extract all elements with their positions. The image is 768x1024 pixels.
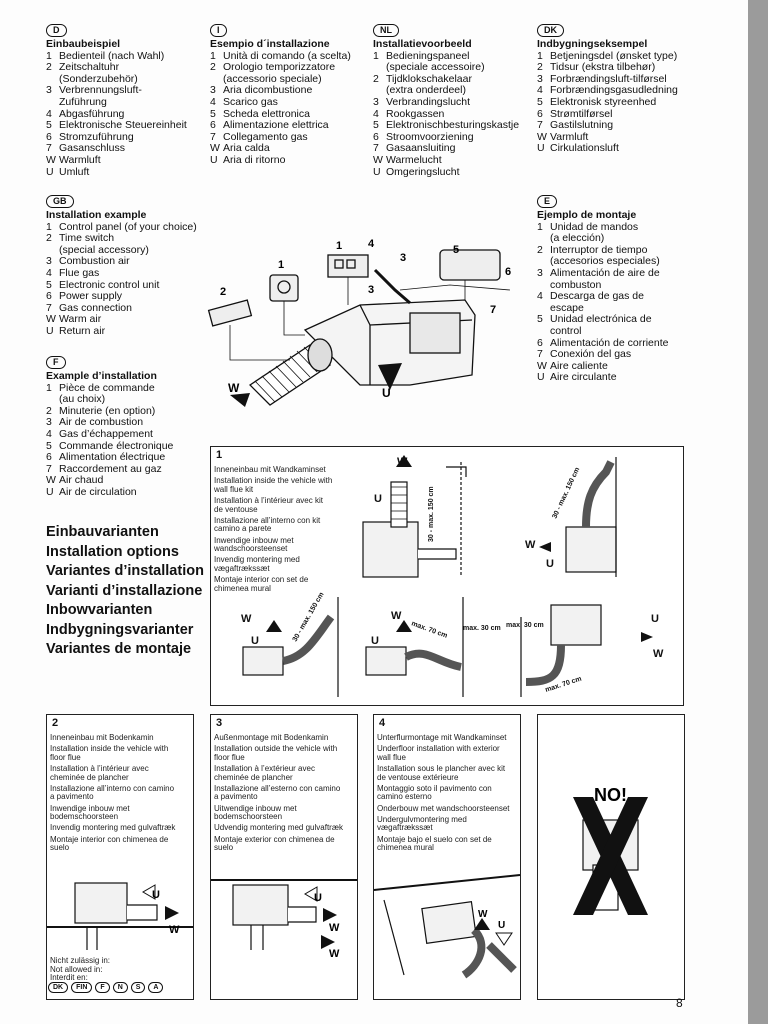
legend-key: U (373, 165, 381, 178)
panel-1 (210, 446, 684, 706)
viewer-scrollbar[interactable] (748, 0, 768, 1024)
diagram-label-7: 7 (490, 304, 497, 316)
legend-key: 5 (537, 313, 543, 326)
legend-i (210, 24, 370, 167)
legend-text: Conexión del gas (550, 348, 632, 361)
caption-line: Underfloor installation with exterior wall flue (377, 744, 500, 762)
legend-text: Stroomvoorziening (386, 130, 474, 143)
panel-3 (210, 714, 358, 1000)
legend-item (46, 452, 211, 464)
legend-item (46, 97, 206, 109)
legend-key: 5 (46, 119, 52, 132)
diagram-label-5: 5 (453, 244, 460, 256)
legend-title: Ejemplo de montaje (537, 209, 637, 221)
legend-key: 3 (537, 266, 543, 279)
country-badge: N (113, 982, 128, 993)
legend-key: U (210, 153, 218, 166)
legend-item (46, 429, 211, 441)
caption-line: Installation à l’intérieur avec cheminée de plancher (50, 763, 149, 782)
legend-dk (537, 24, 717, 155)
legend-item (210, 97, 370, 109)
panel-2-u: U (152, 889, 160, 901)
legend-text: Alimentazione elettrica (223, 119, 329, 132)
legend-text: Warm air (59, 313, 102, 326)
language-badge: E (537, 195, 557, 208)
legend-text: Electronic control unit (59, 278, 160, 291)
language-badge: D (46, 24, 67, 37)
legend-text: Descarga de gas de (550, 290, 644, 303)
legend-text: Alimentation électrique (59, 451, 166, 464)
caption-line: Inneneinbau mit Bodenkamin (50, 733, 154, 742)
legend-text: Pièce de commande (59, 381, 155, 394)
legend-key: 1 (210, 49, 216, 62)
legend-key: 3 (537, 72, 543, 85)
panel-1-dim-a: 30 - max. 150 cm (428, 486, 435, 542)
legend-key: 2 (46, 61, 52, 74)
legend-text: (extra onderdeel) (386, 84, 466, 97)
legend-text: Collegamento gas (223, 130, 308, 143)
legend-item (373, 120, 538, 132)
heading-de: Einbauvarianten (46, 524, 159, 540)
legend-key: 4 (46, 107, 52, 120)
legend-key: 6 (373, 130, 379, 143)
legend-key: 4 (373, 107, 379, 120)
installation-diagram (210, 235, 530, 410)
legend-item (537, 291, 717, 303)
caption-line: Außenmontage mit Bodenkamin (214, 733, 329, 742)
legend-text: Elektronisk styreenhed (550, 95, 657, 108)
legend-key: 5 (46, 439, 52, 452)
legend-text: (special accessory) (59, 243, 149, 256)
legend-key: U (537, 142, 545, 155)
panel-2 (46, 714, 194, 1000)
legend-key: 1 (373, 49, 379, 62)
legend-item (46, 487, 211, 499)
caption-line: Udvendig montering med gulvaftræk (214, 823, 343, 833)
not-allowed-line: Interdit en: (50, 973, 88, 983)
legend-text: Verbrennungsluft- (59, 84, 142, 97)
legend-text: Varmluft (550, 130, 589, 143)
legend-text: Gas connection (59, 301, 132, 314)
diagram-label-2: 2 (220, 286, 227, 298)
panel-1-dim-c: 30 - max. 150 cm (291, 591, 326, 643)
legend-item (46, 120, 206, 132)
diagram-label-3a: 3 (400, 252, 407, 264)
legend-title: Indbygningseksempel (537, 38, 648, 50)
caption-line: Installazione all’interno con kit camino a parete (214, 515, 321, 534)
diagram-label-1b: 1 (278, 259, 285, 271)
diagram-label-u: U (382, 386, 391, 400)
legend-key: U (46, 324, 54, 337)
panel-4-drawing (374, 715, 520, 999)
legend-text: Zeitschaltuhr (59, 61, 120, 74)
legend-title: Installation example (46, 209, 147, 221)
diagram-label-w: W (228, 381, 240, 395)
legend-key: 4 (210, 95, 216, 108)
legend-key: 3 (373, 95, 379, 108)
heading-nl: Inbowvarianten (46, 602, 153, 618)
diagram-label-3b: 3 (368, 284, 375, 296)
legend-text: Air chaud (59, 474, 104, 487)
panel-3-w-a: W (329, 922, 340, 934)
legend-text: Power supply (59, 290, 123, 303)
panel-no (537, 714, 685, 1000)
panel-1-dim-b: 30 - max. 150 cm (551, 466, 582, 520)
heading-fr: Variantes d’installation (46, 563, 204, 579)
legend-text: Flue gas (59, 266, 100, 279)
legend-text: Elektronischbesturingskastje (386, 119, 520, 132)
not-allowed-note (50, 957, 180, 983)
panel-2-number: 2 (52, 717, 59, 729)
legend-text: Unidad electrónica de (550, 313, 652, 326)
panel-1-u-b: U (546, 558, 554, 570)
legend-text: (Sonderzubehör) (59, 72, 138, 85)
legend-text: Gasanschluss (59, 142, 125, 155)
country-badge: A (148, 982, 163, 993)
legend-text: Forbrændingsluft-tilførsel (550, 72, 667, 85)
legend-key: U (537, 371, 545, 384)
not-allowed-line: Not allowed in: (50, 964, 103, 974)
caption-line: Montaje bajo el suelo con set de chimenea mural (377, 834, 492, 853)
legend-text: Aria dicombustione (223, 84, 313, 97)
legend-text: control (550, 324, 582, 337)
panel-3-drawing (211, 715, 357, 999)
legend-key (46, 97, 59, 109)
panel-1-dim-g: max. 70 cm (544, 675, 583, 694)
legend-text: Betjeningsdel (ønsket type) (550, 49, 678, 62)
panel-1-dim-f: max. 30 cm (506, 622, 544, 629)
legend-text: Warmelucht (386, 153, 442, 166)
legend-text: Rookgassen (386, 107, 445, 120)
legend-text: Aria di ritorno (223, 153, 286, 166)
legend-title: Esempio d´installazione (210, 38, 330, 50)
legend-key: 2 (46, 404, 52, 417)
legend-text: Air de circulation (59, 485, 137, 498)
legend-text: Commande électronique (59, 439, 174, 452)
legend-text: Return air (59, 324, 106, 337)
legend-text: Alimentación de aire de (550, 266, 660, 279)
country-badge: FIN (71, 982, 92, 993)
legend-key: 3 (46, 84, 52, 97)
legend-text: Abgasführung (59, 107, 125, 120)
legend-text: (accesorios especiales) (550, 255, 660, 268)
legend-key: 5 (373, 119, 379, 132)
diagram-label-4: 4 (368, 238, 375, 250)
legend-key: W (537, 130, 547, 143)
panel-2-w: W (169, 924, 180, 936)
legend-key: 4 (46, 266, 52, 279)
legend-key: 6 (210, 119, 216, 132)
legend-item (537, 120, 717, 132)
legend-item (210, 120, 370, 132)
legend-text: Raccordement au gaz (59, 462, 162, 475)
legend-title: Einbaubeispiel (46, 38, 121, 50)
language-badge: GB (46, 195, 74, 208)
legend-e (537, 195, 717, 384)
legend-key: 2 (46, 232, 52, 245)
legend-key: 4 (46, 427, 52, 440)
panel-4 (373, 714, 521, 1000)
legend-key: 6 (46, 451, 52, 464)
legend-text: Bedienteil (nach Wahl) (59, 49, 165, 62)
legend-key: 5 (46, 278, 52, 291)
panel-1-dim-e: max. 30 cm (463, 625, 501, 632)
legend-key: 6 (537, 107, 543, 120)
legend-text: Warmluft (59, 153, 101, 166)
legend-text: Zuführung (59, 95, 107, 108)
legend-key: 7 (46, 462, 52, 475)
legend-key: 5 (537, 95, 543, 108)
legend-key: 3 (210, 84, 216, 97)
legend-text: (accessorio speciale) (223, 72, 322, 85)
legend-text: Combustion air (59, 255, 130, 268)
panel-1-u-a: U (374, 493, 382, 505)
legend-text: Umluft (59, 165, 90, 178)
legend-key: 6 (46, 290, 52, 303)
heading-dk: Indbygningsvarianter (46, 621, 194, 638)
legend-item (46, 326, 211, 338)
legend-title: Installatievoorbeeld (373, 38, 472, 50)
legend-key: 1 (46, 220, 52, 233)
caption-line: Inwendige inbouw met wandschoorsteenset (214, 535, 294, 554)
panel-1-w-a: W (397, 456, 408, 468)
legend-title: Example d’installation (46, 370, 157, 382)
panel-1-dim-d: max. 70 cm (410, 620, 449, 640)
legend-text: Omgeringslucht (386, 165, 460, 178)
legend-item (537, 97, 717, 109)
legend-text: Interruptor de tiempo (550, 243, 648, 256)
legend-text: Control panel (of your choice) (59, 220, 197, 233)
panel-1-u-e: U (651, 613, 659, 625)
caption-line: Installation à l’extérieur avec cheminée de plancher (214, 763, 315, 782)
panel-4-u: U (498, 920, 506, 931)
panel-3-w-b: W (329, 948, 340, 960)
legend-text: Scheda elettronica (223, 107, 310, 120)
legend-item (46, 268, 211, 280)
legend-key: 2 (210, 61, 216, 74)
caption-line: Onderbouw met wandschoorsteenset (377, 803, 510, 813)
panel-4-w: W (478, 909, 488, 920)
heading-it: Varianti d’installazione (46, 582, 203, 599)
diagram-label-6: 6 (505, 266, 512, 278)
country-badge: DK (48, 982, 68, 993)
legend-key: 6 (537, 336, 543, 349)
panel-3-number: 3 (216, 717, 223, 729)
legend-key: U (46, 485, 54, 498)
caption-line: Inneneinbau mit Wandkaminset (214, 465, 326, 474)
language-badge: NL (373, 24, 399, 37)
legend-text: combuston (550, 278, 602, 291)
legend-key: 7 (373, 142, 379, 155)
panel-1-u-d: U (371, 635, 379, 647)
legend-key: 1 (46, 381, 52, 394)
legend-text: Aire caliente (550, 359, 608, 372)
panel-1-w-d: W (391, 610, 402, 622)
legend-key: 1 (537, 220, 543, 233)
panel-1-w-b: W (525, 539, 536, 551)
no-label: NO! (594, 785, 627, 805)
legend-item (537, 349, 717, 361)
panel-1-drawings (211, 447, 683, 705)
panel-no-drawing (538, 715, 684, 999)
legend-item (537, 326, 717, 338)
legend-key: 5 (210, 107, 216, 120)
legend-item (46, 155, 206, 167)
legend-text: Aire circulante (550, 371, 617, 384)
country-badge: F (95, 982, 109, 993)
language-badge: DK (537, 24, 564, 37)
legend-item (210, 155, 370, 167)
legend-item (537, 372, 717, 384)
legend-key: 2 (537, 61, 543, 74)
legend-key: W (210, 142, 220, 155)
caption-line: Installazione all’esterno con camino a pavimento (214, 783, 341, 802)
caption-line: Montaje exterior con chimenea de suelo (214, 834, 335, 853)
legend-key: 6 (46, 130, 52, 143)
diagram-label-1a: 1 (336, 240, 343, 252)
caption-line: Installation outside the vehicle with floor flue (214, 744, 338, 762)
legend-item (537, 143, 717, 155)
legend-d (46, 24, 206, 178)
panel-1-w-e: W (653, 648, 664, 660)
caption-line: Installation inside the vehicle with wall flue kit (214, 476, 333, 494)
legend-text: Gastilslutning (550, 119, 614, 132)
legend-text: (a elección) (550, 232, 605, 245)
legend-text: Time switch (59, 232, 115, 245)
legend-key: 7 (537, 119, 543, 132)
legend-key: 2 (373, 72, 379, 85)
caption-line: Installation inside the vehicle with floor flue (50, 744, 169, 762)
panel-3-u: U (314, 892, 322, 904)
page-number: 8 (676, 996, 683, 1010)
legend-key: 7 (46, 142, 52, 155)
legend-key: W (46, 313, 56, 326)
legend-key: 4 (537, 84, 543, 97)
legend-key: 1 (46, 49, 52, 62)
legend-text: Orologio temporizzatore (223, 61, 336, 74)
legend-item (46, 291, 211, 303)
legend-key: W (537, 359, 547, 372)
caption-line: Montaje interior con set de chimenea mural (214, 575, 309, 593)
heading-en: Installation options (46, 543, 179, 560)
legend-text: Verbrandingslucht (386, 95, 471, 108)
legend-key: 7 (46, 301, 52, 314)
language-badge: F (46, 356, 66, 369)
legend-text: Unità di comando (a scelta) (223, 49, 351, 62)
caption-line: Installation à l’intérieur avec kit de ventouse (214, 495, 323, 514)
legend-text: Gasaansluiting (386, 142, 456, 155)
legend-key: 2 (537, 243, 543, 256)
legend-text: Alimentación de corriente (550, 336, 669, 349)
legend-text: Tidsur (ekstra tilbehør) (550, 61, 656, 74)
legend-key: 3 (46, 416, 52, 429)
legend-text: (au choix) (59, 393, 106, 406)
legend-text: Unidad de mandos (550, 220, 639, 233)
caption-line: Unterflurmontage mit Wandkaminset (377, 733, 507, 742)
legend-item (373, 167, 538, 179)
legend-text: escape (550, 301, 584, 314)
country-badges (48, 982, 163, 993)
caption-line: Undergulvmontering med vægaftrækssæt (377, 814, 467, 833)
caption-line: Montaje interior con chimenea de suelo (50, 834, 169, 853)
legend-key: U (46, 165, 54, 178)
legend-text: Strømtilførsel (550, 107, 613, 120)
legend-key: W (46, 474, 56, 487)
legend-text: Tijdklokschakelaar (386, 72, 472, 85)
legend-text: Elektronische Steuereinheit (59, 119, 187, 132)
caption-line: Inwendige inbouw met bodemschoorsteen (50, 803, 130, 822)
legend-item (537, 268, 717, 280)
caption-line: Uitwendige inbouw met bodemschoorsteen (214, 803, 297, 822)
panel-1-u-c: U (251, 635, 259, 647)
legend-text: Stromzuführung (59, 130, 134, 143)
legend-text: Bedieningspaneel (386, 49, 470, 62)
panel-1-number: 1 (216, 449, 223, 461)
legend-item (373, 97, 538, 109)
legend-text: (speciale accessoire) (386, 61, 485, 74)
legend-item (46, 167, 206, 179)
caption-line: Installation sous le plancher avec kit de ventouse extérieure (377, 763, 506, 782)
legend-key: 4 (537, 290, 543, 303)
legend-key: 3 (46, 255, 52, 268)
legend-key: 1 (537, 49, 543, 62)
caption-line: Montaggio soto il pavimento con camino esterno (377, 783, 492, 802)
legend-text: Aria calda (223, 142, 270, 155)
panel-4-number: 4 (379, 717, 386, 729)
legend-key (537, 326, 550, 338)
legend-key: W (46, 153, 56, 166)
caption-line: Installazione all’interno con camino a pavimento (50, 783, 175, 802)
language-badge: I (210, 24, 227, 37)
legend-nl (373, 24, 538, 178)
legend-text: Cirkulationsluft (550, 142, 619, 155)
country-badge: S (131, 982, 146, 993)
legend-f (46, 356, 211, 499)
legend-key: 7 (537, 348, 543, 361)
legend-text: Air de combustion (59, 416, 144, 429)
legend-key: 7 (210, 130, 216, 143)
legend-key: W (373, 153, 383, 166)
legend-item (373, 155, 538, 167)
panel-1-w-c: W (241, 613, 252, 625)
legend-text: Gas d’échappement (59, 427, 153, 440)
heading-es: Variantes de montaje (46, 641, 192, 657)
installation-variants-headings (46, 525, 211, 662)
not-allowed-line: Nicht zulässig in: (50, 956, 111, 965)
legend-text: Scarico gas (223, 95, 278, 108)
caption-line: Invendig montering med gulvaftræk (50, 823, 176, 833)
legend-text: Forbrændingsgasudledning (550, 84, 678, 97)
legend-text: Minuterie (en option) (59, 404, 156, 417)
caption-line: Invendig montering med vægaftrækssæt (214, 555, 300, 573)
legend-gb (46, 195, 211, 338)
